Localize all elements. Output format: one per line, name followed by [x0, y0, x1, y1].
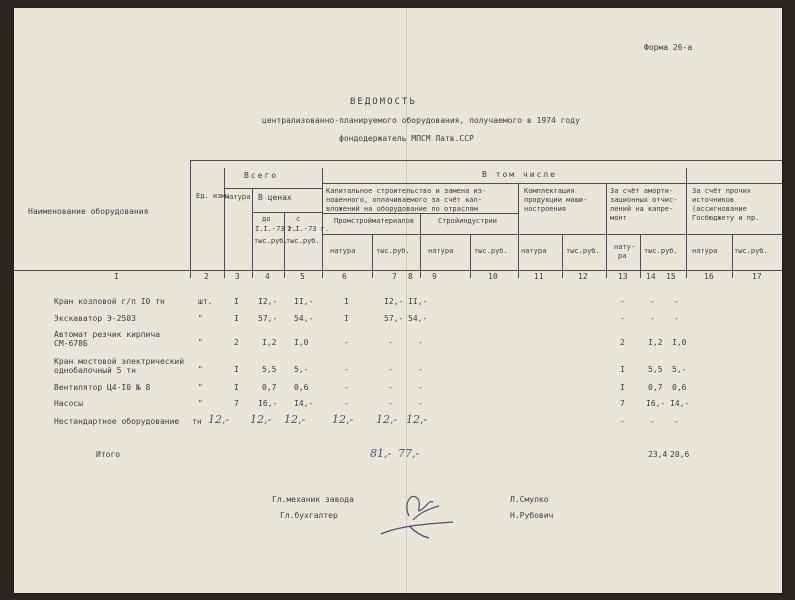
row-a14: I6,-: [646, 399, 666, 408]
row-qty: 12,-: [208, 413, 230, 426]
row-c7: 12,-: [376, 413, 398, 426]
header-prochie-3: (ассигнование: [692, 205, 747, 213]
signature-name: Л.Смулко: [510, 495, 549, 504]
header-s: с: [296, 215, 301, 223]
row-a15: 0,6: [672, 383, 687, 392]
row-unit: ": [198, 314, 203, 323]
row-a14: I,2: [648, 338, 663, 347]
row-c7: -: [388, 383, 393, 392]
row-price-old: I2,-: [258, 297, 278, 306]
row-unit: ": [198, 338, 203, 347]
row-c7: -: [388, 399, 393, 408]
row-a13: -: [620, 297, 625, 306]
header-s-date: I.I.-73 г.: [287, 225, 330, 233]
header-vcenah: В ценах: [258, 193, 292, 202]
header-do: до: [262, 215, 271, 223]
row-c6: -: [344, 365, 349, 374]
row-c8: -: [418, 399, 423, 408]
row-a13: I: [620, 365, 625, 374]
col-number: 14: [646, 272, 656, 281]
col-number: 9: [432, 272, 437, 281]
col-number: 16: [704, 272, 714, 281]
header-tysrub-7: тыс.руб.: [376, 247, 410, 255]
header-natu: нату-: [614, 243, 636, 251]
row-price-old: 12,-: [250, 413, 272, 426]
header-kap-2: ношенного, оплачиваемого за счёт кап-: [326, 196, 482, 204]
header-prochie-1: За счёт прочих: [692, 187, 752, 195]
row-c6: -: [344, 338, 349, 347]
total-a14: 23,4: [648, 450, 668, 459]
col-number: 10: [488, 272, 498, 281]
col-line: [470, 234, 471, 278]
row-c7: -: [388, 365, 393, 374]
header-tysrub-a: тыс.руб.: [254, 237, 288, 245]
document-page: [14, 8, 782, 593]
header-vtomchisle: В том числе: [482, 170, 557, 179]
col-line: [284, 212, 285, 278]
row-name: Вентилятор Ц4-I0 № 8: [54, 383, 151, 392]
col-number: 7: [392, 272, 397, 281]
col-number: 3: [235, 272, 240, 281]
row-price-old: 57,-: [258, 314, 278, 323]
header-amort-1: За счёт аморти-: [610, 187, 674, 195]
total-label: Итого: [96, 450, 121, 459]
col-line: [372, 234, 373, 278]
col-number: 13: [618, 272, 628, 281]
col-number: I: [114, 272, 119, 281]
form-label: Форма 26-а: [644, 43, 693, 52]
header-stroyind: Стройиндустрии: [438, 217, 498, 225]
row-qty: I: [234, 365, 239, 374]
document-title: ВЕДОМОСТЬ: [350, 97, 417, 107]
row-price-old: 5,5: [262, 365, 277, 374]
row-a14: -: [650, 417, 655, 426]
row-c8: 12,-: [406, 413, 428, 426]
row-a13: I: [620, 383, 625, 392]
col-line: [686, 168, 687, 278]
row-a14: -: [650, 314, 655, 323]
header-natura-6: натура: [330, 247, 356, 255]
row-a14: 0,7: [648, 383, 663, 392]
header-tysrub-11: тыс.руб.: [566, 247, 600, 255]
col-line: [640, 234, 641, 278]
row-name: Нестандартное оборудование: [54, 417, 180, 426]
row-c8: 54,-: [408, 314, 428, 323]
row-name: Кран козловой г/п I0 тн: [54, 297, 165, 306]
row-name: Кран мостовой электрический: [54, 357, 185, 366]
header-unit: Ед. изм.: [196, 192, 230, 200]
row-c6: -: [344, 399, 349, 408]
row-c6: I: [344, 314, 349, 323]
header-tysrub-17: тыс.руб.: [734, 247, 768, 255]
header-promstroy: Промстройматериалов: [334, 217, 415, 225]
row-price-new: 12,-: [284, 413, 306, 426]
row-unit: ": [198, 399, 203, 408]
col-line: [562, 234, 563, 278]
row-name-cont: СМ-678Б: [54, 339, 88, 348]
row-c7: I2,-: [384, 297, 404, 306]
col-line: [322, 168, 323, 278]
row-a15: -: [674, 314, 679, 323]
row-unit: шт.: [198, 297, 213, 306]
header-do-date: I.I.-73 г.: [255, 225, 298, 233]
col-line: [190, 160, 191, 278]
header-kap-1: Капитальное строительство и замена из-: [326, 187, 487, 195]
row-qty: I: [234, 314, 239, 323]
col-number: 11: [534, 272, 544, 281]
row-unit: тн: [192, 417, 202, 426]
row-name-cont: однобалочный 5 тн: [54, 366, 136, 375]
total-c7: 81,-: [370, 447, 392, 460]
col-number: 5: [300, 272, 305, 281]
row-name: Автомат резчик кирпича: [54, 330, 160, 339]
subheader-line: [322, 234, 782, 235]
row-a13: 7: [620, 399, 625, 408]
header-amort-2: зационных отчис-: [610, 196, 678, 204]
col-number: 12: [578, 272, 588, 281]
row-qty: I: [234, 297, 239, 306]
handwritten-signature: [369, 486, 459, 546]
document-subtitle: централизованно-планируемого оборудования, получаемого в 1974 году: [262, 116, 580, 125]
col-number: 2: [204, 272, 209, 281]
header-komplekt-1: Комплектация: [524, 187, 575, 195]
row-name: Экскаватор Э-2503: [54, 314, 136, 323]
header-vsego: Всего: [244, 171, 279, 180]
header-tysrub-14: тыс.руб.: [644, 247, 678, 255]
row-price-old: I,2: [262, 338, 277, 347]
header-natura-16: натура: [692, 247, 718, 255]
row-a13: -: [620, 417, 625, 426]
row-price-new: I,0: [294, 338, 309, 347]
header-natura: Натура: [225, 193, 251, 201]
row-price-new: I4,-: [294, 399, 314, 408]
row-a14: 5,5: [648, 365, 663, 374]
row-unit: ": [198, 383, 203, 392]
table-top-line: [190, 160, 782, 161]
header-natura-8: натура: [428, 247, 454, 255]
row-c6: 12,-: [332, 413, 354, 426]
row-c8: -: [418, 338, 423, 347]
header-komplekt-3: ностроения: [524, 205, 567, 213]
header-bottom-line: [14, 270, 782, 271]
row-c7: 57,-: [384, 314, 404, 323]
total-a15: 20,6: [670, 450, 690, 459]
row-price-old: 0,7: [262, 383, 277, 392]
row-c8: -: [418, 365, 423, 374]
col-number: 4: [265, 272, 270, 281]
row-a14: -: [650, 297, 655, 306]
header-name: Наименование оборудования: [28, 207, 149, 216]
row-unit: ": [198, 365, 203, 374]
row-a15: -: [674, 417, 679, 426]
row-c7: -: [388, 338, 393, 347]
signature-role: Гл.механик завода: [272, 495, 354, 504]
row-a15: I,0: [672, 338, 687, 347]
row-a15: 5,-: [672, 365, 687, 374]
header-natura-10: натура: [521, 247, 547, 255]
vtomchisle-line: [322, 183, 782, 184]
col-line: [518, 183, 519, 278]
row-price-old: I6,-: [258, 399, 278, 408]
row-c6: -: [344, 383, 349, 392]
row-name: Насосы: [54, 399, 83, 408]
col-line: [224, 168, 225, 278]
col-number: 17: [752, 272, 762, 281]
row-qty: 7: [234, 399, 239, 408]
header-komplekt-2: продукции маши-: [524, 196, 588, 204]
col-number: 6: [342, 272, 347, 281]
row-price-new: 54,-: [294, 314, 314, 323]
header-kap-3: вложений на оборудование по отраслям: [326, 205, 478, 213]
col-line: [732, 234, 733, 278]
col-line: [252, 188, 253, 278]
fund-holder: фондодержатель МПСМ Латв.ССР: [339, 134, 474, 143]
row-c6: I: [344, 297, 349, 306]
signature-role: Гл.бухгалтер: [280, 511, 338, 520]
col-number: 15: [666, 272, 676, 281]
signature-name: Н.Рубович: [510, 511, 554, 520]
header-amort-4: монт: [610, 214, 627, 222]
header-amort-3: лений на капре-: [610, 205, 674, 213]
row-a15: -: [674, 297, 679, 306]
vcenah-line: [252, 212, 322, 213]
row-a13: -: [620, 314, 625, 323]
total-c8: 77,-: [398, 447, 420, 460]
row-price-new: 5,-: [294, 365, 309, 374]
header-prochie-4: Госбюджету и пр.: [692, 214, 760, 222]
vsego-line: [224, 188, 322, 189]
row-price-new: 0,6: [294, 383, 309, 392]
row-a15: I4,-: [670, 399, 690, 408]
header-ra: ра: [618, 252, 627, 260]
row-qty: 2: [234, 338, 239, 347]
header-tysrub-b: тыс.руб.: [286, 237, 320, 245]
header-tysrub-9: тыс.руб.: [474, 247, 508, 255]
col-line: [420, 213, 421, 278]
header-prochie-2: источников: [692, 196, 735, 204]
row-c8: II,-: [408, 297, 428, 306]
row-price-new: II,-: [294, 297, 314, 306]
row-qty: I: [234, 383, 239, 392]
col-line: [606, 183, 607, 278]
col-number: 8: [408, 272, 413, 281]
row-c8: -: [418, 383, 423, 392]
row-a13: 2: [620, 338, 625, 347]
